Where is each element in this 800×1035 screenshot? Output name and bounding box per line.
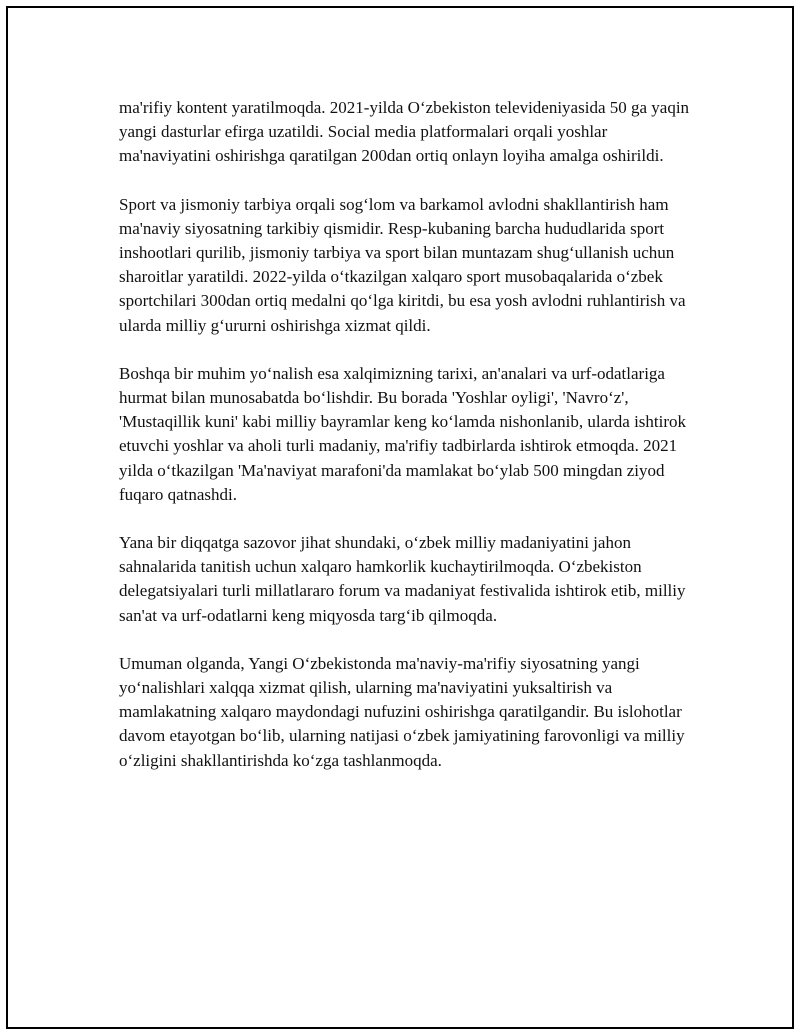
paragraph-4: Yana bir diqqatga sazovor jihat shundaki, o‘zbek milliy madaniyatini jahon sahnalarida tanitish uchun xalqaro hamkorlik kuchaytirilmoqda. O‘zbekiston delegatsiyalari turli millatlararo forum va madaniyat festivalida ishtirok etib, milliy san'at va urf-odatlarni keng miqyosda targ‘ib qilmoqda. bbox=[119, 533, 686, 625]
page-border bbox=[6, 6, 794, 1029]
paragraph-2: Sport va jismoniy tarbiya orqali sog‘lom va barkamol avlodni shakllantirish ham ma'naviy siyosatning tarkibiy qismidir. Resp-kubaning barcha hududlarida sport inshootlari qurilib, jismoniy tarbiya va sport bilan muntazam shug‘ullanish uchun sharoitlar yaratildi. 2022-yilda o‘tkazilgan xalqaro sport musobaqalarida o‘zbek sportchilari 300dan ortiq medalni qo‘lga kiritdi, bu esa yosh avlodni ruhlantirish va ularda milliy g‘ururni oshirishga xizmat qildi. bbox=[119, 194, 686, 335]
document-body bbox=[119, 96, 699, 797]
paragraph-5: Umuman olganda, Yangi O‘zbekistonda ma'naviy-ma'rifiy siyosatning yangi yo‘nalishlari xalqqa xizmat qilish, ularning ma'naviyatini yuksaltirish va mamlakatning xalqaro maydondagi nufuzini oshirishga qaratilgandir. Bu islohotlar davom etayotgan bo‘lib, ularning natijasi o‘zbek jamiyatining farovonligi va milliy o‘zligini shakllantirishda ko‘zga tashlanmoqda. bbox=[119, 653, 685, 770]
paragraph-3: Boshqa bir muhim yo‘nalish esa xalqimizning tarixi, an'analari va urf-odatlariga hurmat bilan munosabatda bo‘lishdir. Bu borada 'Yoshlar oyligi', 'Navro‘z', 'Mustaqillik kuni' kabi milliy bayramlar keng ko‘lamda nishonlanib, ularda ishtirok etuvchi yoshlar va aholi turli madaniy, ma'rifiy tadbirlarda ishtirok etmoqda. 2021 yilda o‘tkazilgan 'Ma'naviyat marafoni'da mamlakat bo‘ylab 500 mingdan ziyod fuqaro qatnashdi. bbox=[119, 363, 687, 504]
paragraph-1: ma'rifiy kontent yaratilmoqda. 2021-yilda O‘zbekiston televideniyasida 50 ga yaqin yangi dasturlar efirga uzatildi. Social media platformalari orqali yoshlar ma'naviyatini oshirishga qaratilgan 200dan ortiq onlayn loyiha amalga oshirildi. bbox=[119, 98, 690, 166]
